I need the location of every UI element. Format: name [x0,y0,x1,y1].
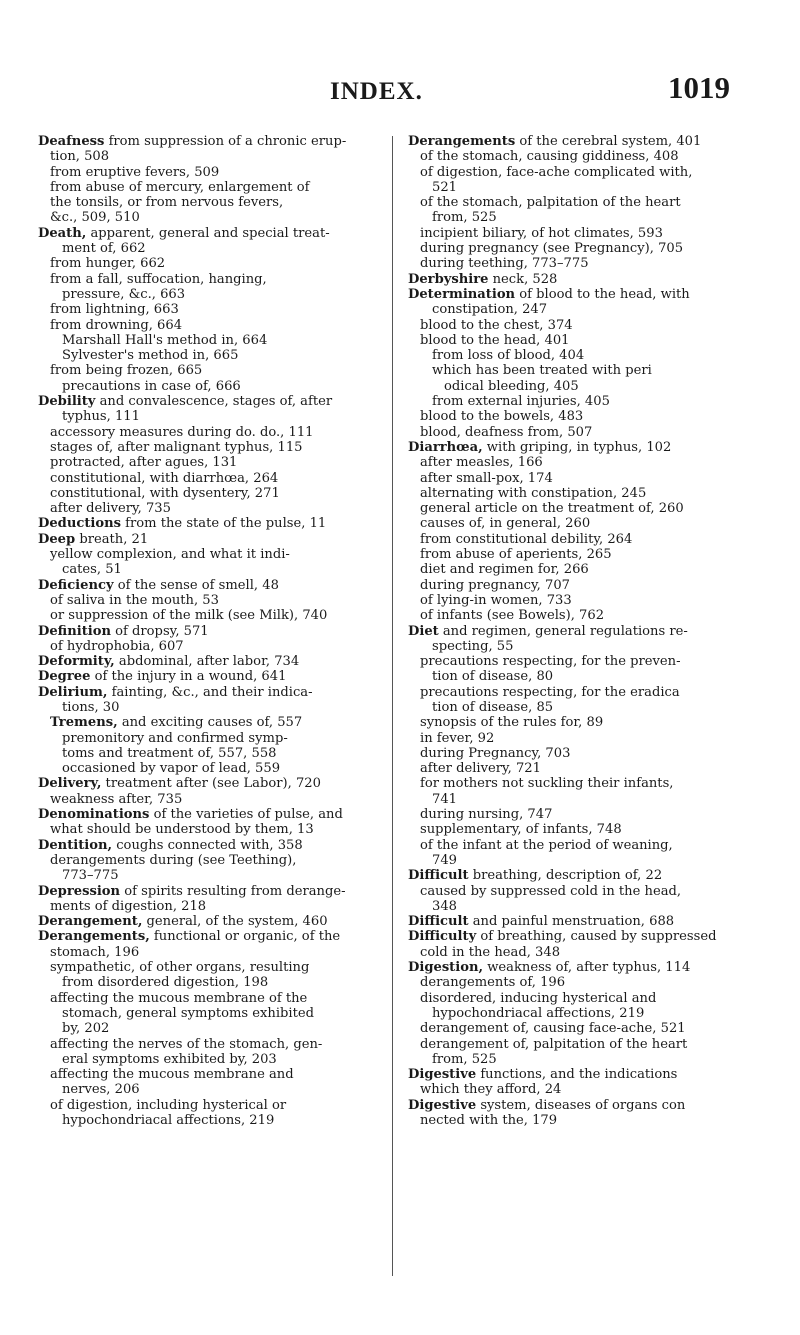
index-line-text: hypochondriacal affections, 219 [432,1005,645,1021]
index-line-text: what should be understood by them, 13 [50,822,314,838]
index-line-text: Degree of the injury in a wound, 641 [38,669,287,685]
index-line-text: 741 [432,791,457,807]
index-line-text: blood to the bowels, 483 [420,409,584,425]
index-line [408,394,738,409]
index-line-text: derangement of, palpitation of the heart [420,1036,688,1052]
index-line [408,608,738,623]
index-line [38,914,368,929]
index-line-text: precautions in case of, 666 [62,378,241,394]
index-line [408,807,738,822]
index-line-text: blood, deafness from, 507 [420,424,593,440]
index-line-text: Deficiency of the sense of smell, 48 [38,577,279,593]
index-line-text: general article on the treatment of, 260 [420,501,684,517]
index-line [408,991,738,1006]
index-line-text: constipation, 247 [432,302,548,318]
index-line [38,746,368,761]
index-column-right [408,134,738,1128]
index-line [38,471,368,486]
index-line [408,639,738,654]
index-line-text: precautions respecting, for the eradica [420,684,680,700]
index-line [408,501,738,516]
index-line-text: derangement of, causing face-ache, 521 [420,1021,686,1037]
index-line [38,669,368,684]
index-line-text: 749 [432,852,457,868]
index-line [408,929,738,944]
index-line [38,1082,368,1097]
index-line [408,363,738,378]
index-line [38,639,368,654]
index-line-text: after delivery, 735 [50,501,171,517]
index-line [408,1082,738,1097]
index-line [38,1113,368,1128]
index-line [38,792,368,807]
index-line-text: Difficulty of breathing, caused by suppressed [408,929,717,945]
index-line-text: affecting the nerves of the stomach, gen- [50,1036,323,1052]
index-line [38,455,368,470]
index-line [38,501,368,516]
index-line [38,1098,368,1113]
index-line-text: hypochondriacal affections, 219 [62,1113,275,1128]
index-line-text: incipient biliary, of hot climates, 593 [420,225,663,241]
index-line [408,838,738,853]
index-line [408,302,738,317]
index-line-text: typhus, 111 [62,409,140,425]
index-line-text: tions, 30 [62,699,120,715]
index-line [408,318,738,333]
index-line-text: Diarrhœa, with griping, in typhus, 102 [408,439,672,455]
index-line [38,899,368,914]
index-line [38,379,368,394]
index-line-text: after small-pox, 174 [420,470,553,486]
index-line [38,409,368,424]
index-line [38,149,368,164]
index-line-text: the tonsils, or from nervous fevers, [50,195,284,211]
index-line-text: affecting the mucous membrane and [50,1067,294,1083]
index-line [38,318,368,333]
index-line [408,226,738,241]
index-line-text: ments of digestion, 218 [50,898,207,914]
index-line [38,776,368,791]
index-line [38,348,368,363]
column-divider [392,136,393,1276]
index-line [408,195,738,210]
index-line-text: Derbyshire neck, 528 [408,271,558,287]
index-line-text: Digestive functions, and the indications [408,1067,678,1083]
index-line [408,761,738,776]
index-line-text: Derangements, functional or organic, of the [38,929,341,945]
index-line [38,210,368,225]
index-line-text: supplementary, of infants, 748 [420,822,622,838]
index-line-text: pressure, &c., 663 [62,286,186,302]
index-line [408,149,738,164]
index-line [408,547,738,562]
index-line-text: during nursing, 747 [420,807,553,823]
index-line [38,134,368,149]
index-line-text: Derangements of the cerebral system, 401 [408,134,702,149]
index-line [408,455,738,470]
index-line-text: of saliva in the mouth, 53 [50,592,219,608]
index-line [38,624,368,639]
index-line [408,792,738,807]
index-line-text: from, 525 [432,1051,497,1067]
index-line [408,853,738,868]
index-line [38,929,368,944]
index-line-text: Determination of blood to the head, with [408,286,690,302]
index-line [408,731,738,746]
index-line [38,945,368,960]
index-line-text: &c., 509, 510 [50,210,140,226]
index-line [408,746,738,761]
index-line-text: from, 525 [432,210,497,226]
index-line [38,822,368,837]
index-line [408,1037,738,1052]
index-line [408,776,738,791]
index-line-text: Deductions from the state of the pulse, 11 [38,516,327,532]
index-line [38,578,368,593]
index-line [408,593,738,608]
index-line-text: from eruptive fevers, 509 [50,164,220,180]
index-line-text: from being frozen, 665 [50,363,203,379]
index-line [408,884,738,899]
index-line [38,333,368,348]
index-line [408,440,738,455]
index-line-text: specting, 55 [432,638,514,654]
index-line-text: disordered, inducing hysterical and [420,990,657,1006]
index-line-text: Diet and regimen, general regulations re- [408,623,688,639]
index-line [408,624,738,639]
index-line [408,165,738,180]
page-title: INDEX. [330,78,423,105]
index-line-text: cold in the head, 348 [420,944,561,960]
index-line-text: stages of, after malignant typhus, 115 [50,439,303,455]
index-line-text: Death, apparent, general and special treat- [38,225,330,241]
index-line [408,945,738,960]
index-line-text: diet and regimen for, 266 [420,562,589,578]
index-line [408,272,738,287]
index-line-text: of lying-in women, 733 [420,592,572,608]
index-line [38,593,368,608]
index-line-text: tion of disease, 80 [432,669,554,685]
index-line [38,1006,368,1021]
index-line [408,134,738,149]
index-line [408,516,738,531]
index-line-text: stomach, general symptoms exhibited [62,1005,314,1021]
index-line [408,471,738,486]
index-line [38,838,368,853]
index-line-text: premonitory and confirmed symp- [62,730,288,746]
index-line [38,1021,368,1036]
index-line [38,1037,368,1052]
index-line-text: of hydrophobia, 607 [50,638,184,654]
index-line-text: Difficult and painful menstruation, 688 [408,914,675,930]
index-line-text: from lightning, 663 [50,302,179,318]
index-line-text: protracted, after agues, 131 [50,455,238,471]
index-line-text: Deafness from suppression of a chronic erup- [38,134,347,149]
index-line [38,256,368,271]
index-line-text: occasioned by vapor of lead, 559 [62,761,281,777]
index-line-text: stomach, 196 [50,944,140,960]
index-line-text: from drowning, 664 [50,317,183,333]
index-line [38,287,368,302]
index-line [38,975,368,990]
index-line-text: from loss of blood, 404 [432,348,585,364]
index-line-text: from constitutional debility, 264 [420,531,633,547]
index-line-text: by, 202 [62,1021,110,1037]
index-line-text: after delivery, 721 [420,761,541,777]
index-line-text: from external injuries, 405 [432,394,610,410]
index-column-left [38,134,368,1128]
page-number: 1019 [668,70,730,105]
index-line [38,532,368,547]
index-line-text: odical bleeding, 405 [444,378,579,394]
index-line [38,394,368,409]
index-line [408,486,738,501]
index-line [408,1113,738,1128]
index-line-text: of the infant at the period of weaning, [420,837,673,853]
index-line-text: from hunger, 662 [50,256,166,272]
index-line-text: Debility and convalescence, stages of, after [38,394,333,410]
index-line-text: weakness after, 735 [50,791,183,807]
index-line-text: which they afford, 24 [420,1082,562,1098]
index-line [38,807,368,822]
index-line-text: yellow complexion, and what it indi- [50,547,290,563]
index-line-text: eral symptoms exhibited by, 203 [62,1051,277,1067]
index-line-text: 348 [432,898,457,914]
index-line [38,715,368,730]
index-line [408,654,738,669]
index-line-text: Marshall Hall's method in, 664 [62,332,268,348]
index-line-text: ment of, 662 [62,241,146,257]
index-line-text: from abuse of mercury, enlargement of [50,179,310,195]
index-line-text: tion of disease, 85 [432,699,554,715]
index-line-text: synopsis of the rules for, 89 [420,715,604,731]
index-line-text: 773–775 [62,868,119,884]
index-line-text: during Pregnancy, 703 [420,745,571,761]
index-line [408,1098,738,1113]
index-line-text: caused by suppressed cold in the head, [420,883,682,899]
page-header [0,40,800,105]
index-line [408,975,738,990]
index-line [38,363,368,378]
index-line-text: affecting the mucous membrane of the [50,990,308,1006]
index-line-text: or suppression of the milk (see Milk), 740 [50,608,328,624]
index-line [38,226,368,241]
index-line-text: during teething, 773–775 [420,256,589,272]
index-line-text: constitutional, with dysentery, 271 [50,485,280,501]
index-line [408,868,738,883]
index-line-text: Digestive system, diseases of organs con [408,1097,686,1113]
index-line-text: Digestion, weakness of, after typhus, 114 [408,960,691,976]
index-line [408,960,738,975]
index-line [408,425,738,440]
index-line-text: causes of, in general, 260 [420,516,591,532]
index-line [38,700,368,715]
index-line [408,1052,738,1067]
index-line-text: which has been treated with peri [432,363,652,379]
index-line-text: Derangement, general, of the system, 460 [38,914,328,930]
index-line-text: for mothers not suckling their infants, [420,776,674,792]
index-line [38,991,368,1006]
index-line [38,241,368,256]
index-line [408,685,738,700]
index-line-text: derangements of, 196 [420,975,566,991]
index-line-text: 521 [432,179,457,195]
index-line [408,669,738,684]
index-line-text: of infants (see Bowels), 762 [420,608,605,624]
index-line-text: from a fall, suffocation, hanging, [50,271,267,287]
index-line-text: nerves, 206 [62,1082,140,1098]
index-line [38,425,368,440]
index-line [408,700,738,715]
index-line [38,440,368,455]
index-line [38,761,368,776]
index-line-text: of digestion, including hysterical or [50,1097,287,1113]
index-line-text: blood to the chest, 374 [420,317,573,333]
index-line [38,654,368,669]
index-line [38,516,368,531]
index-line-text: Deep breath, 21 [38,531,149,547]
index-line-text: Dentition, coughs connected with, 358 [38,837,303,853]
index-line [408,379,738,394]
index-line-text: nected with the, 179 [420,1113,558,1128]
index-line [38,272,368,287]
index-line [408,578,738,593]
index-line [38,960,368,975]
index-line-text: Tremens, and exciting causes of, 557 [50,715,303,731]
index-line-text: Depression of spirits resulting from derange- [38,883,346,899]
index-line [408,210,738,225]
index-line [408,1006,738,1021]
index-line [38,562,368,577]
index-line [38,195,368,210]
index-line-text: of the stomach, causing giddiness, 408 [420,149,679,165]
index-line-text: of the stomach, palpitation of the heart [420,195,681,211]
index-line [408,287,738,302]
index-line-text: Sylvester's method in, 665 [62,348,239,364]
index-line-text: constitutional, with diarrhœa, 264 [50,470,279,486]
index-line-text: after measles, 166 [420,455,543,471]
index-line-text: during pregnancy, 707 [420,577,570,593]
index-line [38,1067,368,1082]
index-line-text: Delirium, fainting, &c., and their indica- [38,684,313,700]
index-line-text: toms and treatment of, 557, 558 [62,745,277,761]
index-line-text: blood to the head, 401 [420,332,570,348]
index-line [38,731,368,746]
index-line [408,241,738,256]
index-line-text: cates, 51 [62,562,122,578]
index-line [408,822,738,837]
index-line [408,1067,738,1082]
index-line [408,1021,738,1036]
index-line [38,486,368,501]
index-line-text: Difficult breathing, description of, 22 [408,868,663,884]
index-line [408,256,738,271]
index-line-text: accessory measures during do. do., 111 [50,424,314,440]
index-line [408,409,738,424]
index-line [408,914,738,929]
index-line-text: in fever, 92 [420,730,495,746]
index-line-text: Delivery, treatment after (see Labor), 720 [38,776,321,792]
index-line [38,608,368,623]
index-line [408,532,738,547]
index-line-text: from disordered digestion, 198 [62,975,269,991]
index-line [38,868,368,883]
index-line-text: sympathetic, of other organs, resulting [50,960,310,976]
index-line [38,853,368,868]
index-line [408,715,738,730]
index-line [38,547,368,562]
index-line [38,1052,368,1067]
index-line [38,685,368,700]
index-line [408,333,738,348]
index-line-text: Denominations of the varieties of pulse, and [38,807,343,823]
index-line-text: tion, 508 [50,149,110,165]
index-line [408,562,738,577]
index-line [38,180,368,195]
index-line-text: derangements during (see Teething), [50,852,297,868]
index-line [408,899,738,914]
index-line [408,180,738,195]
index-line [38,302,368,317]
index-line-text: alternating with constipation, 245 [420,485,647,501]
index-line [38,884,368,899]
index-line-text: from abuse of aperients, 265 [420,547,612,563]
index-line-text: of digestion, face-ache complicated with, [420,164,693,180]
index-line-text: Definition of dropsy, 571 [38,623,209,639]
index-line [38,165,368,180]
index-line-text: during pregnancy (see Pregnancy), 705 [420,241,684,257]
index-line [408,348,738,363]
index-line-text: precautions respecting, for the preven- [420,654,681,670]
index-line-text: Deformity, abdominal, after labor, 734 [38,654,300,670]
